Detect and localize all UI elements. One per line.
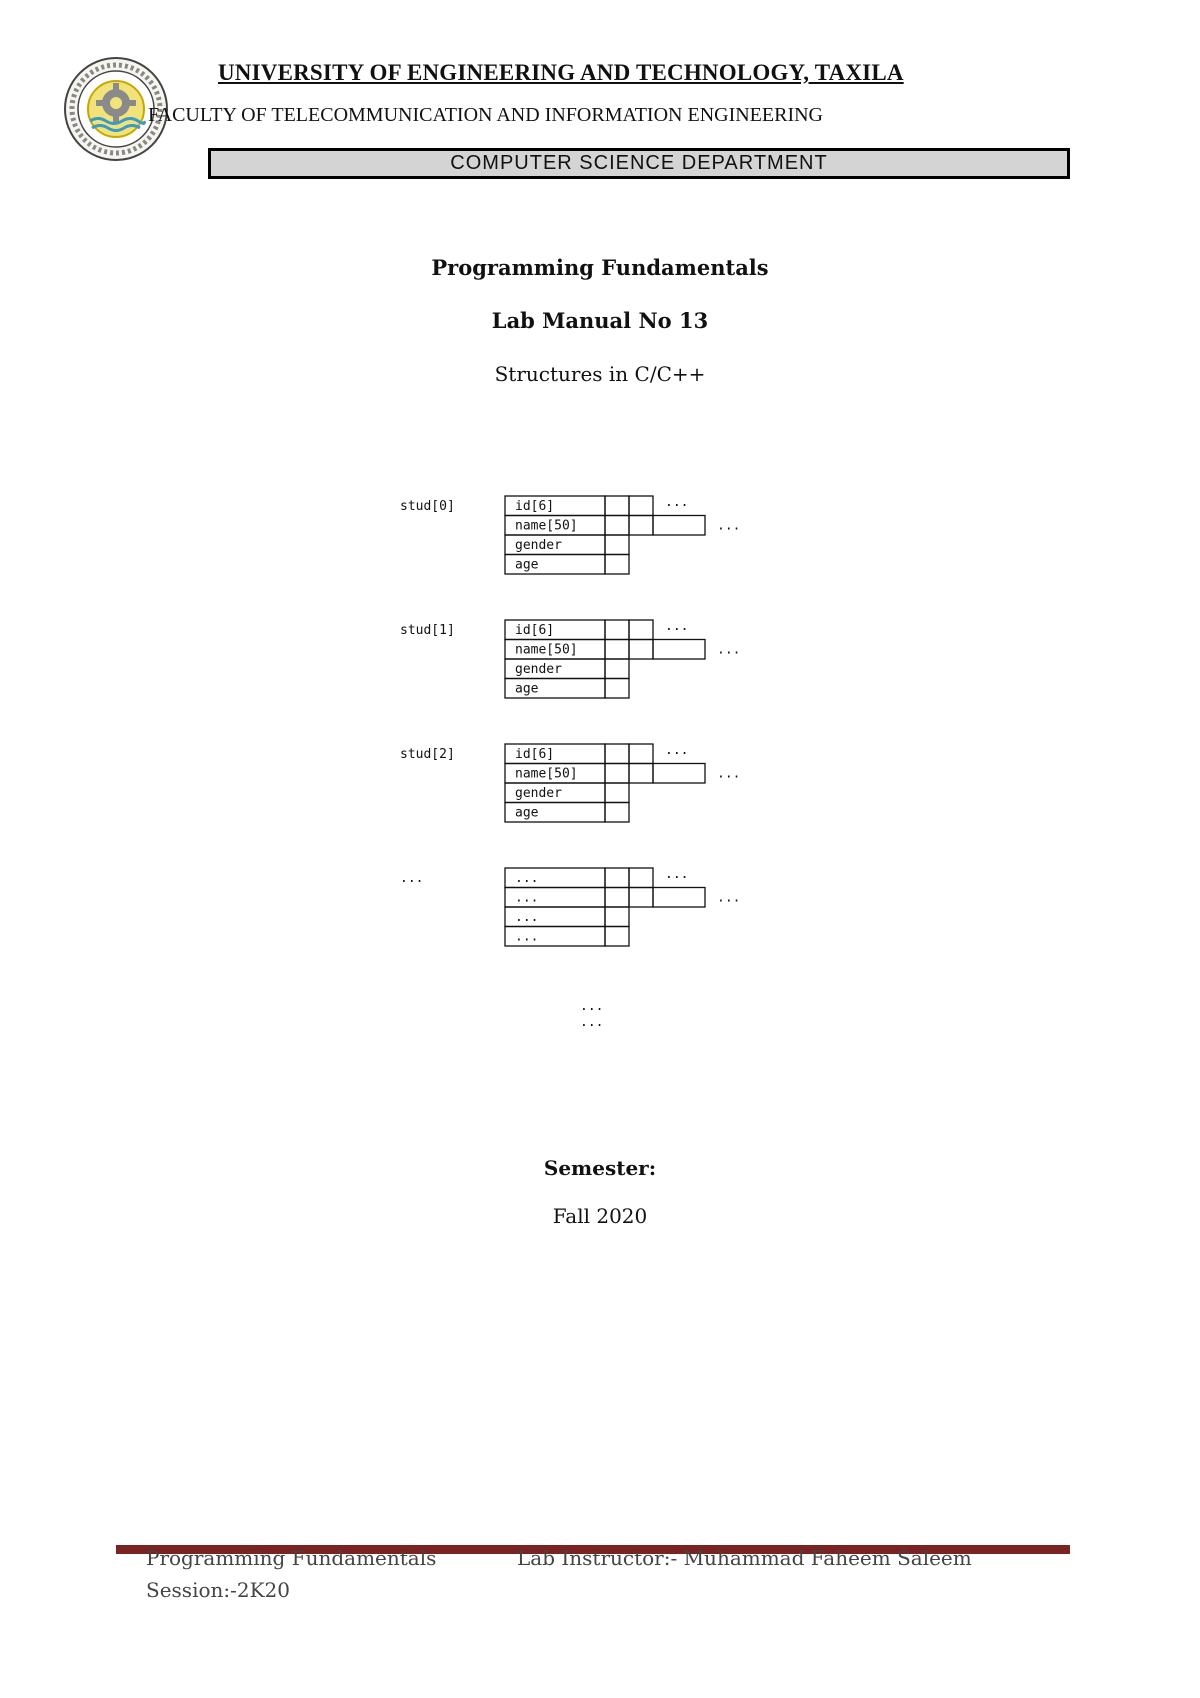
row-ellipsis: ... — [665, 619, 689, 634]
value-cell — [605, 535, 629, 555]
value-cell — [629, 640, 653, 660]
value-cell — [605, 907, 629, 927]
value-cell — [605, 640, 629, 660]
footer-instructor: Lab Instructor:- Muhammad Faheem Saleem — [517, 1546, 972, 1570]
struct-record — [400, 619, 740, 698]
row-ellipsis: ... — [717, 766, 741, 782]
value-cell — [629, 888, 653, 908]
value-cell — [605, 679, 629, 699]
value-cell — [605, 516, 629, 536]
department-banner: COMPUTER SCIENCE DEPARTMENT — [208, 148, 1070, 179]
faculty-title: FACULTY OF TELECOMMUNICATION AND INFORMATION ENGINEERING — [148, 104, 823, 126]
field-name: name[50] — [515, 642, 578, 658]
value-cell — [605, 555, 629, 575]
field-name: id[6] — [515, 623, 555, 638]
field-name: age — [515, 681, 539, 697]
footer-course: Programming Fundamentals — [146, 1546, 437, 1570]
value-cell — [653, 764, 705, 784]
record-label: ... — [400, 871, 424, 886]
value-cell — [605, 620, 629, 640]
row-ellipsis: ... — [665, 743, 689, 758]
row-ellipsis: ... — [665, 495, 689, 510]
row-ellipsis: ... — [717, 642, 741, 658]
topic-title: Structures in C/C++ — [494, 362, 706, 386]
footer-session: Session:-2K20 — [146, 1578, 290, 1602]
row-ellipsis: ... — [717, 890, 741, 906]
struct-array-diagram — [400, 480, 780, 1040]
field-name: name[50] — [515, 518, 578, 534]
row-ellipsis: ... — [717, 518, 741, 534]
semester-label: Semester: — [543, 1156, 657, 1180]
value-cell — [653, 888, 705, 908]
value-cell — [605, 764, 629, 784]
diagram-trailing-ellipsis-1: ... — [580, 999, 604, 1014]
field-name: ... — [515, 910, 539, 925]
struct-record — [400, 495, 740, 574]
value-cell — [629, 868, 653, 888]
value-cell — [629, 764, 653, 784]
university-title: UNIVERSITY OF ENGINEERING AND TECHNOLOGY, TAXILA — [218, 60, 904, 85]
struct-record — [400, 743, 740, 822]
value-cell — [605, 783, 629, 803]
value-cell — [605, 744, 629, 764]
course-title: Programming Fundamentals — [431, 255, 769, 280]
field-name: age — [515, 805, 539, 821]
value-cell — [605, 888, 629, 908]
record-label: stud[2] — [400, 747, 455, 762]
value-cell — [653, 516, 705, 536]
field-name: gender — [515, 662, 562, 677]
field-name: ... — [515, 929, 539, 945]
value-cell — [605, 659, 629, 679]
record-label: stud[0] — [400, 499, 455, 514]
field-name: name[50] — [515, 766, 578, 782]
field-name: age — [515, 557, 539, 573]
semester-value: Fall 2020 — [552, 1204, 648, 1228]
field-name: id[6] — [515, 499, 555, 514]
field-name: id[6] — [515, 747, 555, 762]
value-cell — [629, 516, 653, 536]
value-cell — [605, 803, 629, 823]
row-ellipsis: ... — [665, 867, 689, 882]
field-name: gender — [515, 538, 562, 553]
value-cell — [653, 640, 705, 660]
lab-manual-title: Lab Manual No 13 — [491, 308, 709, 333]
value-cell — [605, 496, 629, 516]
value-cell — [605, 868, 629, 888]
field-name: gender — [515, 786, 562, 801]
diagram-trailing-ellipsis-2: ... — [580, 1015, 604, 1030]
field-name: ... — [515, 871, 539, 886]
struct-record — [400, 867, 740, 946]
record-label: stud[1] — [400, 623, 455, 638]
value-cell — [629, 620, 653, 640]
value-cell — [605, 927, 629, 947]
value-cell — [629, 744, 653, 764]
field-name: ... — [515, 890, 539, 906]
value-cell — [629, 496, 653, 516]
